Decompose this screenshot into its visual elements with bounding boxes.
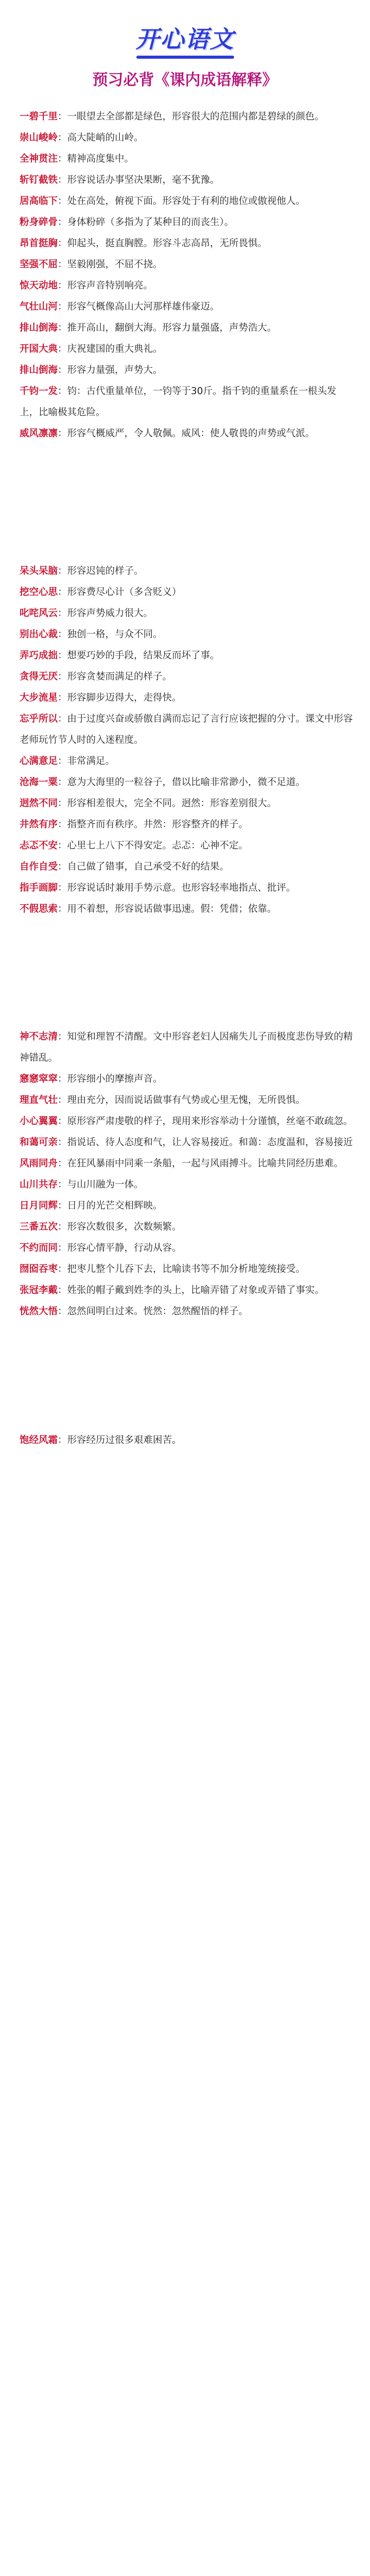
idiom-entry: 理直气壮：理由充分，因而说话做事有气势或心里无愧，无所畏惧。 <box>20 1095 306 1106</box>
idiom-definition: 由于过度兴奋或骄傲自满而忘记了言行应该把握的分寸。课文中形容老师玩竹节人时的入迷程度。 <box>20 714 353 745</box>
idiom-definition: 处在高处，俯视下面。形容处于有利的地位或傲视他人。 <box>67 196 306 207</box>
idiom-entry: 窸窸窣窣：形容细小的摩擦声音。 <box>20 1074 163 1084</box>
idiom-definition: 形容力量强，声势大。 <box>67 365 163 376</box>
idiom-definition: 与山川融为一体。 <box>67 1179 144 1190</box>
idiom-definition: 形容次数很多，次数频繁。 <box>67 1222 182 1232</box>
idiom-entry: 挖空心思：形容费尽心计（多含贬义） <box>20 587 182 598</box>
idiom-term: 开国大典 <box>20 344 58 354</box>
idiom-entry: 大步流星：形容脚步迈得大，走得快。 <box>20 692 182 703</box>
idiom-definition: 形容说话办事坚决果断，毫不犹豫。 <box>67 175 220 185</box>
idiom-term: 崇山峻岭 <box>20 132 58 143</box>
brand-logo <box>0 21 370 59</box>
idiom-entry: 别出心裁：独创一格，与众不同。 <box>20 629 163 640</box>
idiom-definition: 形容迟钝的样子。 <box>67 566 144 577</box>
idiom-definition: 形容脚步迈得大，走得快。 <box>67 692 182 703</box>
idiom-definition: 自己做了错事，自己承受不好的结果。 <box>67 861 230 872</box>
idiom-entry: 弄巧成拙：想要巧妙的手段，结果反而坏了事。 <box>20 650 220 661</box>
idiom-definition: 形容气概像高山大河那样雄伟豪迈。 <box>67 301 220 312</box>
idiom-term: 日月同辉 <box>20 1200 58 1211</box>
idiom-entry: 崇山峻岭：高大陡峭的山岭。 <box>20 132 144 143</box>
idiom-definition: 推开高山，翻倒大海。形容力量强盛，声势浩大。 <box>67 323 277 333</box>
idiom-term: 张冠李戴 <box>20 1285 58 1296</box>
idiom-entry: 恍然大悟：忽然间明白过来。恍然：忽然醒悟的样子。 <box>20 1306 249 1317</box>
idiom-entry: 迥然不同：形容相差很大，完全不同。迥然：形容差别很大。 <box>20 798 277 809</box>
idiom-entry: 惊天动地：形容声音特别响亮。 <box>20 280 153 291</box>
idiom-entry: 贪得无厌：形容贪婪而满足的样子。 <box>20 671 172 682</box>
idiom-term: 别出心裁 <box>20 629 58 640</box>
idiom-entry: 神不志清：知觉和理智不清醒。文中形容老妇人因痛失儿子而极度悲伤导致的精神错乱。 <box>20 1031 353 1063</box>
idiom-term: 挖空心思 <box>20 587 58 598</box>
idiom-entry: 居高临下：处在高处，俯视下面。形容处于有利的地位或傲视他人。 <box>20 196 306 207</box>
idiom-entry: 风雨同舟：在狂风暴雨中同乘一条船，一起与风雨搏斗。比喻共同经历患难。 <box>20 1158 344 1169</box>
idiom-entry: 不约而同：形容心情平静，行动从容。 <box>20 1243 182 1253</box>
idiom-term: 风雨同舟 <box>20 1158 58 1169</box>
idiom-entry: 山川共存：与山川融为一体。 <box>20 1179 144 1190</box>
idiom-entry: 自作自受：自己做了错事，自己承受不好的结果。 <box>20 861 230 872</box>
idiom-entry: 叱咤风云：形容声势威力很大。 <box>20 608 153 619</box>
idiom-term: 山川共存 <box>20 1179 58 1190</box>
idiom-definition: 把枣儿整个儿吞下去，比喻读书等不加分析地笼统接受。 <box>67 1264 306 1275</box>
idiom-term: 大步流星 <box>20 692 58 703</box>
idiom-entry: 张冠李戴：姓张的帽子戴到姓李的头上，比喻弄错了对象或弄错了事实。 <box>20 1285 325 1296</box>
idiom-term: 坚强不屈 <box>20 259 58 270</box>
idiom-definition: 形容说话时兼用手势示意。也形容轻率地指点、批评。 <box>67 883 296 893</box>
page-title: 预习必背《课内成语解释》 <box>92 71 278 89</box>
idiom-definition: 知觉和理智不清醒。文中形容老妇人因痛失儿子而极度悲伤导致的精神错乱。 <box>20 1031 353 1063</box>
idiom-term: 弄巧成拙 <box>20 650 58 661</box>
idiom-term: 不约而同 <box>20 1243 58 1253</box>
idiom-definition: 在狂风暴雨中同乘一条船，一起与风雨搏斗。比喻共同经历患难。 <box>67 1158 344 1169</box>
idiom-term: 饱经风霜 <box>20 1435 58 1446</box>
idiom-entry: 饱经风霜：形容经历过很多艰难困苦。 <box>20 1435 182 1446</box>
idiom-entry: 沧海一粟：意为大海里的一粒谷子，借以比喻非常渺小，微不足道。 <box>20 777 306 788</box>
idiom-entry: 一碧千里：一眼望去全部都是绿色，形容很大的范围内都是碧绿的颜色。 <box>20 111 325 122</box>
idiom-definition: 坚毅刚强，不屈不挠。 <box>67 259 163 270</box>
idiom-definition: 姓张的帽子戴到姓李的头上，比喻弄错了对象或弄错了事实。 <box>67 1285 325 1296</box>
idiom-term: 恍然大悟 <box>20 1306 58 1317</box>
idiom-definition: 形容声音特别响亮。 <box>67 280 153 291</box>
idiom-entry: 呆头呆脑：形容迟钝的样子。 <box>20 566 144 577</box>
idiom-term: 贪得无厌 <box>20 671 58 682</box>
idiom-entry: 昂首挺胸：仰起头，挺直胸膛。形容斗志高昂，无所畏惧。 <box>20 238 268 249</box>
idiom-definition: 形容气概威严，令人敬佩。威风：使人敬畏的声势或气派。 <box>67 428 315 439</box>
idiom-definition: 形容费尽心计（多含贬义） <box>67 587 182 598</box>
idiom-entry: 井然有序：指整齐而有秩序。井然：形容整齐的样子。 <box>20 819 249 830</box>
idiom-entry: 三番五次：形容次数很多，次数频繁。 <box>20 1222 182 1232</box>
idiom-entry: 囫囵吞枣：把枣儿整个儿吞下去，比喻读书等不加分析地笼统接受。 <box>20 1264 306 1275</box>
idiom-list <box>20 106 353 1451</box>
idiom-definition: 非常满足。 <box>67 756 115 767</box>
idiom-entry: 气壮山河：形容气概像高山大河那样雄伟豪迈。 <box>20 301 220 312</box>
page-break-spacer <box>20 444 353 561</box>
idiom-definition: 想要巧妙的手段，结果反而坏了事。 <box>67 650 220 661</box>
idiom-definition: 形容声势威力很大。 <box>67 608 153 619</box>
idiom-entry: 心满意足：非常满足。 <box>20 756 115 767</box>
idiom-definition: 形容相差很大，完全不同。迥然：形容差别很大。 <box>67 798 277 809</box>
idiom-term: 惊天动地 <box>20 280 58 291</box>
idiom-definition: 指说话、待人态度和气，让人容易接近。和蔼：态度温和，容易接近 <box>67 1137 353 1148</box>
idiom-entry: 威风凛凛：形容气概威严，令人敬佩。威风：使人敬畏的声势或气派。 <box>20 428 315 439</box>
idiom-term: 粉身碎骨 <box>20 217 58 228</box>
idiom-term: 一碧千里 <box>20 111 58 122</box>
idiom-entry: 坚强不屈：坚毅刚强，不屈不挠。 <box>20 259 163 270</box>
idiom-entry: 忐忑不安：心里七上八下不得安定。忐忑：心神不定。 <box>20 840 249 851</box>
idiom-term: 心满意足 <box>20 756 58 767</box>
idiom-definition: 高大陡峭的山岭。 <box>67 132 144 143</box>
idiom-term: 自作自受 <box>20 861 58 872</box>
idiom-term: 气壮山河 <box>20 301 58 312</box>
idiom-term: 斩钉截铁 <box>20 175 58 185</box>
idiom-term: 井然有序 <box>20 819 58 830</box>
idiom-entry: 粉身碎骨：身体粉碎（多指为了某种目的而丧生）。 <box>20 217 234 228</box>
idiom-term: 居高临下 <box>20 196 58 207</box>
idiom-entry: 和蔼可亲：指说话、待人态度和气，让人容易接近。和蔼：态度温和，容易接近 <box>20 1137 353 1148</box>
idiom-entry: 指手画脚：形容说话时兼用手势示意。也形容轻率地指点、批评。 <box>20 883 296 893</box>
idiom-entry: 排山倒海：形容力量强，声势大。 <box>20 365 163 376</box>
idiom-definition: 庆祝建国的重大典礼。 <box>67 344 163 354</box>
idiom-definition: 钧：古代重量单位，一钧等于30斤。指千钧的重量系在一根头发上，比喻极其危险。 <box>20 386 337 418</box>
idiom-entry: 全神贯注：精神高度集中。 <box>20 154 134 164</box>
idiom-term: 神不志清 <box>20 1031 58 1042</box>
idiom-term: 迥然不同 <box>20 798 58 809</box>
idiom-term: 理直气壮 <box>20 1095 58 1106</box>
idiom-term: 全神贯注 <box>20 154 58 164</box>
idiom-term: 千钧一发 <box>20 386 58 397</box>
idiom-term: 小心翼翼 <box>20 1116 58 1127</box>
idiom-definition: 形容心情平静，行动从容。 <box>67 1243 182 1253</box>
idiom-entry: 忘乎所以：由于过度兴奋或骄傲自满而忘记了言行应该把握的分寸。课文中形容老师玩竹节人时的入迷程度。 <box>20 714 353 745</box>
idiom-term: 指手画脚 <box>20 883 58 893</box>
idiom-entry: 小心翼翼：原形容严肃虔敬的样子，现用来形容举动十分谨慎，丝毫不敢疏忽。 <box>20 1116 353 1127</box>
idiom-entry: 日月同辉：日月的光芒交相辉映。 <box>20 1200 163 1211</box>
idiom-definition: 意为大海里的一粒谷子，借以比喻非常渺小，微不足道。 <box>67 777 306 788</box>
idiom-definition: 一眼望去全部都是绿色，形容很大的范围内都是碧绿的颜色。 <box>67 111 325 122</box>
idiom-term: 和蔼可亲 <box>20 1137 58 1148</box>
idiom-definition: 原形容严肃虔敬的样子，现用来形容举动十分谨慎，丝毫不敢疏忽。 <box>67 1116 353 1127</box>
idiom-term: 囫囵吞枣 <box>20 1264 58 1275</box>
idiom-definition: 形容细小的摩擦声音。 <box>67 1074 163 1084</box>
idiom-definition: 指整齐而有秩序。井然：形容整齐的样子。 <box>67 819 249 830</box>
idiom-entry: 排山倒海：推开高山，翻倒大海。形容力量强盛，声势浩大。 <box>20 323 277 333</box>
idiom-term: 排山倒海 <box>20 365 58 376</box>
idiom-term: 沧海一粟 <box>20 777 58 788</box>
idiom-entry: 不假思索：用不着想，形容说话做事迅速。假：凭借；依靠。 <box>20 904 277 914</box>
idiom-term: 呆头呆脑 <box>20 566 58 577</box>
page-break-spacer <box>20 920 353 1026</box>
idiom-entry: 千钧一发：钧：古代重量单位，一钧等于30斤。指千钧的重量系在一根头发上，比喻极其危险。 <box>20 386 337 418</box>
page-break-spacer <box>20 1322 353 1430</box>
idiom-entry: 开国大典：庆祝建国的重大典礼。 <box>20 344 163 354</box>
idiom-term: 叱咤风云 <box>20 608 58 619</box>
idiom-entry: 斩钉截铁：形容说话办事坚决果断，毫不犹豫。 <box>20 175 220 185</box>
idiom-term: 三番五次 <box>20 1222 58 1232</box>
logo-underline <box>136 56 234 59</box>
idiom-definition: 忽然间明白过来。恍然：忽然醒悟的样子。 <box>67 1306 249 1317</box>
idiom-definition: 独创一格，与众不同。 <box>67 629 163 640</box>
idiom-definition: 形容贪婪而满足的样子。 <box>67 671 172 682</box>
idiom-definition: 身体粉碎（多指为了某种目的而丧生）。 <box>67 217 234 228</box>
idiom-definition: 心里七上八下不得安定。忐忑：心神不定。 <box>67 840 249 851</box>
idiom-definition: 用不着想，形容说话做事迅速。假：凭借；依靠。 <box>67 904 277 914</box>
idiom-definition: 理由充分，因而说话做事有气势或心里无愧，无所畏惧。 <box>67 1095 306 1106</box>
idiom-term: 威风凛凛 <box>20 428 58 439</box>
idiom-term: 忘乎所以 <box>20 714 58 724</box>
brand-logo-text: 开心语文 <box>135 25 235 53</box>
idiom-definition: 日月的光芒交相辉映。 <box>67 1200 163 1211</box>
idiom-definition: 形容经历过很多艰难困苦。 <box>67 1435 182 1446</box>
idiom-term: 窸窸窣窣 <box>20 1074 58 1084</box>
idiom-definition: 精神高度集中。 <box>67 154 134 164</box>
idiom-term: 忐忑不安 <box>20 840 58 851</box>
idiom-term: 不假思索 <box>20 904 58 914</box>
idiom-term: 昂首挺胸 <box>20 238 58 249</box>
idiom-term: 排山倒海 <box>20 323 58 333</box>
idiom-definition: 仰起头，挺直胸膛。形容斗志高昂，无所畏惧。 <box>67 238 268 249</box>
